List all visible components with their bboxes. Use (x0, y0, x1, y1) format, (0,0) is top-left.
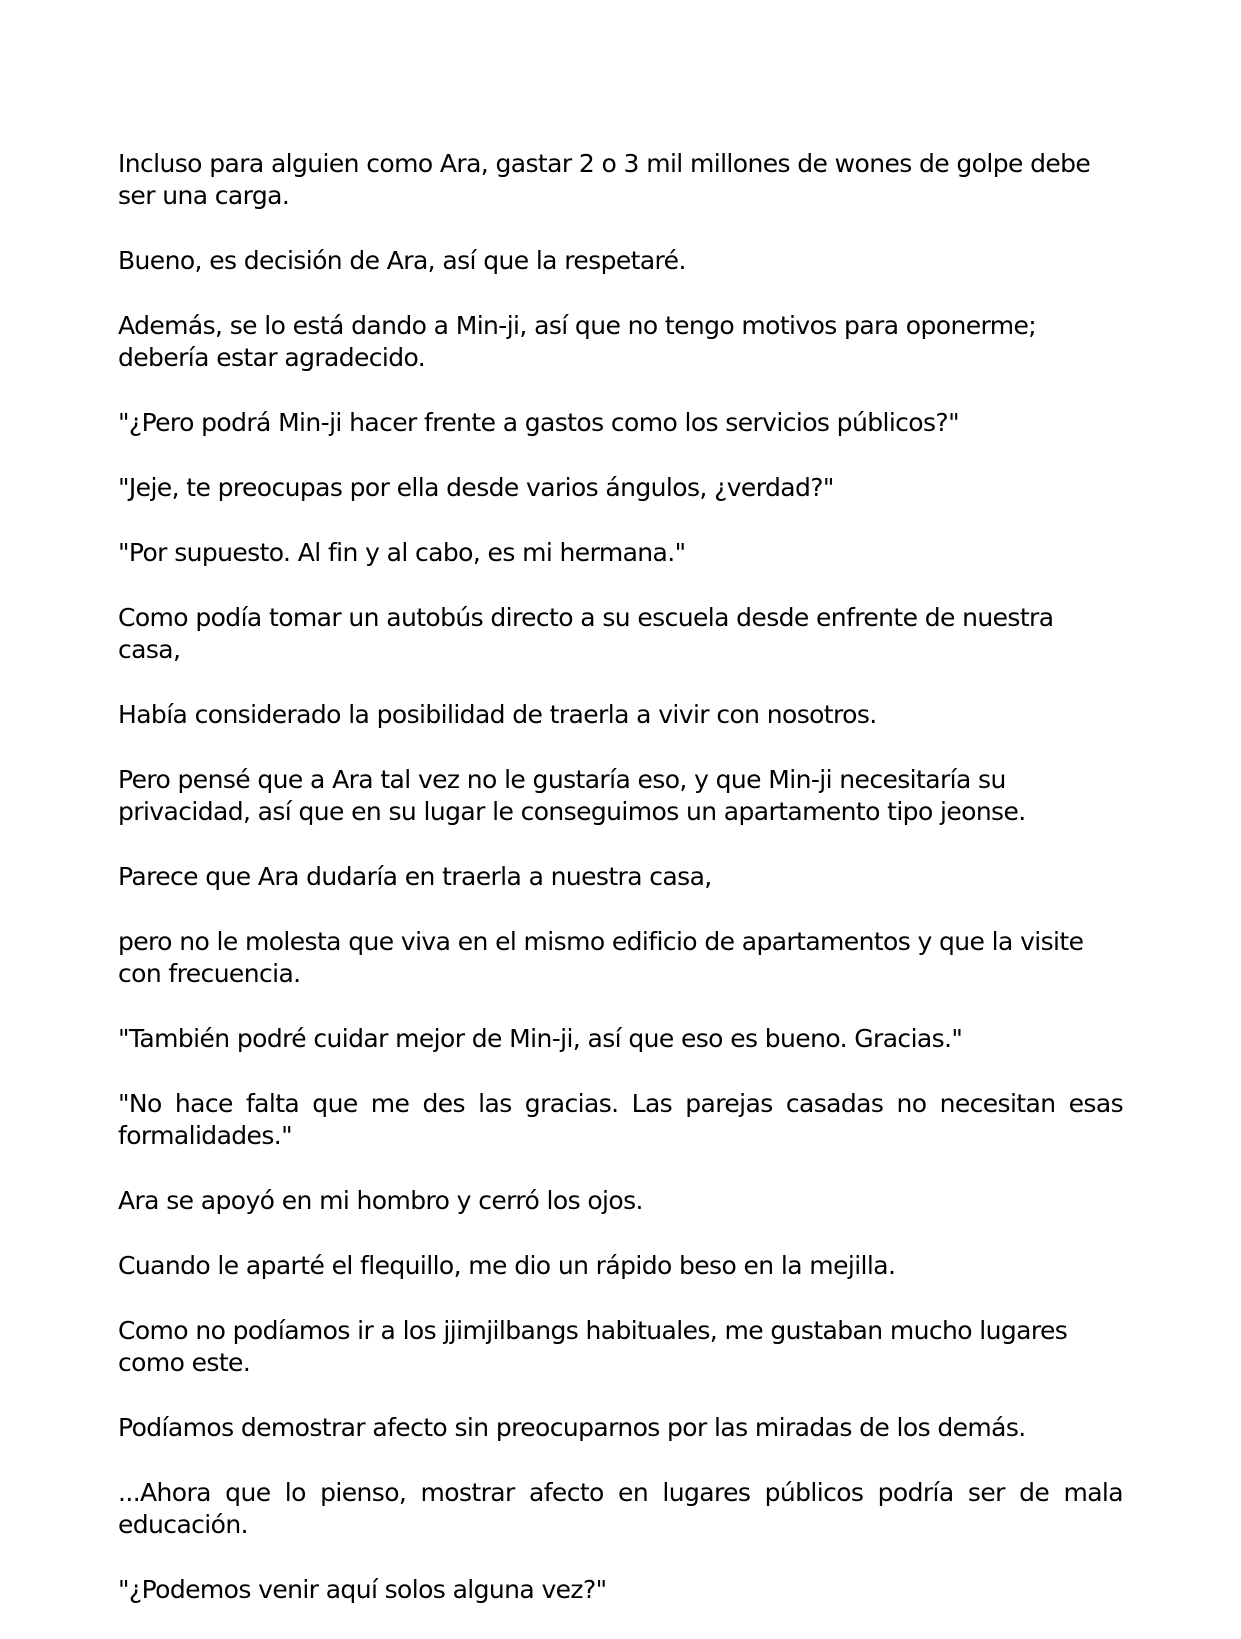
paragraph: "Por supuesto. Al fin y al cabo, es mi hermana." (118, 538, 686, 567)
paragraph: "¿Podemos venir aquí solos alguna vez?" (118, 1575, 607, 1604)
paragraph: Bueno, es decisión de Ara, así que la respetaré. (118, 246, 686, 275)
paragraph: Además, se lo está dando a Min-ji, así que no tengo motivos para oponerme; debería estar agradecido. (118, 311, 1037, 372)
paragraph: "No hace falta que me des las gracias. Las parejas casadas no necesitan esas formalidades." (118, 1089, 1123, 1150)
paragraph: pero no le molesta que viva en el mismo edificio de apartamentos y que la visite con frecuencia. (118, 927, 1084, 988)
paragraph: "¿Pero podrá Min-ji hacer frente a gastos como los servicios públicos?" (118, 408, 959, 437)
paragraph: Como no podíamos ir a los jjimjilbangs habituales, me gustaban mucho lugares como este. (118, 1316, 1068, 1377)
paragraph: ...Ahora que lo pienso, mostrar afecto en lugares públicos podría ser de mala educación. (118, 1478, 1123, 1539)
paragraph: Ara se apoyó en mi hombro y cerró los ojos. (118, 1186, 643, 1215)
paragraph: Incluso para alguien como Ara, gastar 2 o 3 mil millones de wones de golpe debe ser una carga. (118, 149, 1091, 210)
paragraph: Podíamos demostrar afecto sin preocuparnos por las miradas de los demás. (118, 1413, 1026, 1442)
paragraph: "Jeje, te preocupas por ella desde varios ángulos, ¿verdad?" (118, 473, 834, 502)
paragraph: "También podré cuidar mejor de Min-ji, así que eso es bueno. Gracias." (118, 1024, 963, 1053)
document-body (118, 148, 1123, 1639)
paragraph: Había considerado la posibilidad de traerla a vivir con nosotros. (118, 700, 877, 729)
paragraph: Parece que Ara dudaría en traerla a nuestra casa, (118, 862, 712, 891)
paragraph: Como podía tomar un autobús directo a su escuela desde enfrente de nuestra casa, (118, 603, 1054, 664)
paragraph: Pero pensé que a Ara tal vez no le gustaría eso, y que Min-ji necesitaría su privacidad, así que en su lugar le conseguimos un apartamento tipo jeonse. (118, 765, 1026, 826)
paragraph: Cuando le aparté el flequillo, me dio un rápido beso en la mejilla. (118, 1251, 896, 1280)
